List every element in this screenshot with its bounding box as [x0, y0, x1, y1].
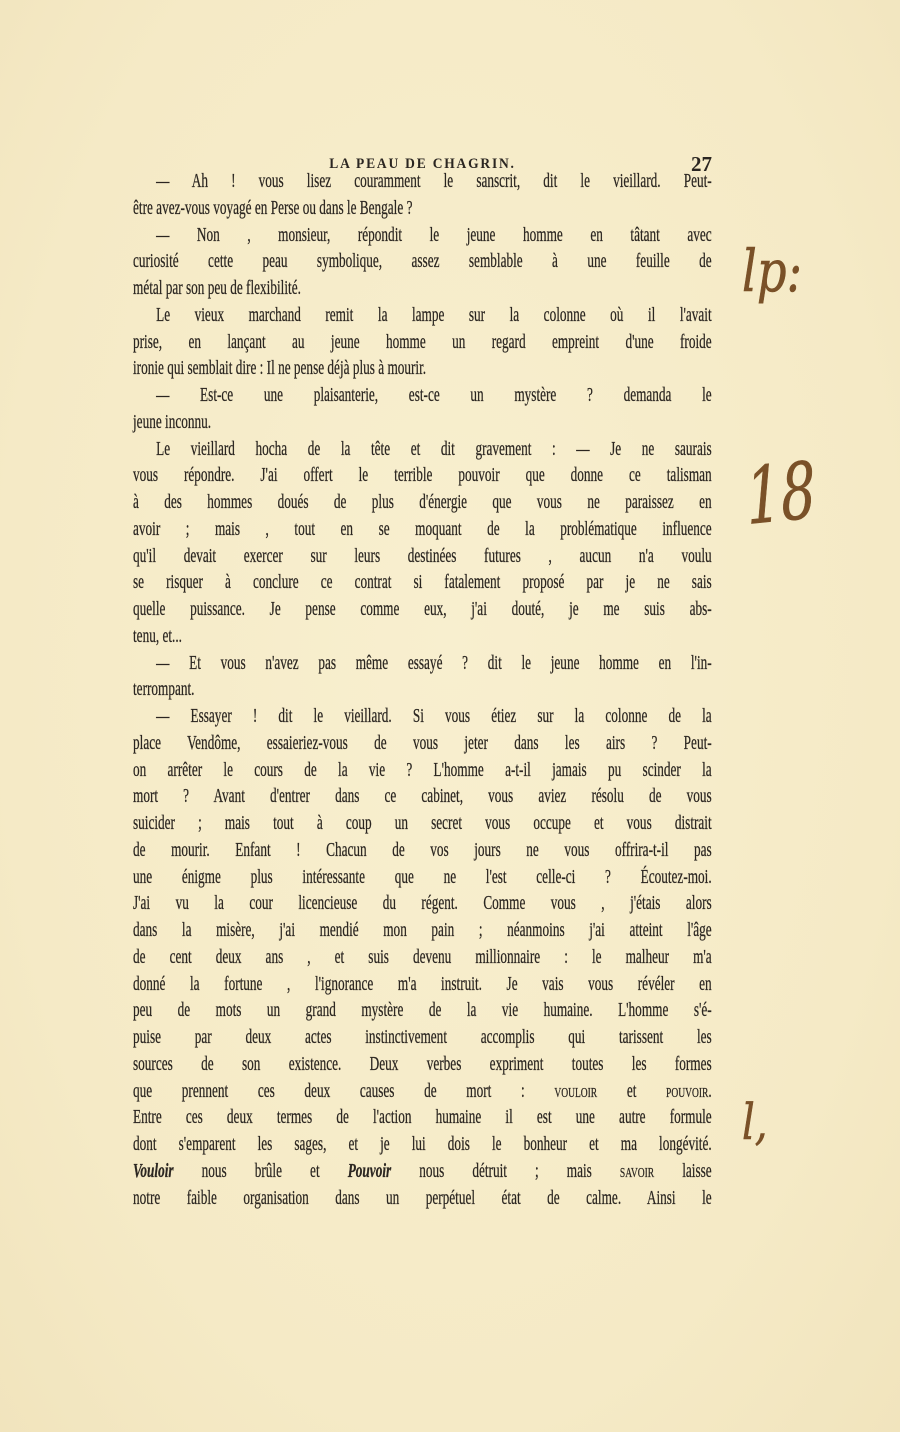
italic-text: Pouvoir: [347, 1160, 392, 1182]
text-segment: laisse: [654, 1160, 712, 1182]
text-line: tenu, et...: [133, 625, 182, 647]
text-line: se risquer à conclure ce contrat si fatalement proposé par je ne sais: [133, 572, 712, 594]
text-line: mort ? Avant d'entrer dans ce cabinet, vous aviez résolu de vous: [133, 786, 712, 808]
small-caps-text: pouvoir: [666, 1080, 709, 1102]
text-line: prise, en lançant au jeune homme un regard empreint d'une froide: [133, 331, 712, 353]
text-line: être avez-vous voyagé en Perse ou dans le Bengale ?: [133, 197, 413, 219]
text-line: peu de mots un grand mystère de la vie humaine. L'homme s'é-: [133, 1000, 712, 1022]
text-line: dans la misère, j'ai mendié mon pain ; néanmoins j'ai atteint l'âge: [133, 920, 712, 941]
text-line: jeune inconnu.: [133, 411, 212, 433]
paragraph: [133, 303, 712, 383]
paragraph: [133, 651, 712, 705]
text-line: on arrêter le cours de la vie ? L'homme a-t-il jamais pu scinder la: [133, 759, 712, 781]
text-line: avoir ; mais , tout en se moquant de la problématique influence: [133, 518, 712, 540]
text-line: métal par son peu de flexibilité.: [133, 278, 301, 299]
text-line: Entre ces deux termes de l'action humaine il est une autre formule: [133, 1107, 712, 1129]
text-line: — Non , monsieur, répondit le jeune homme en tâtant avec: [156, 224, 712, 246]
text-line: dont s'emparent les sages, et je lui dois le bonheur et ma longévité.: [133, 1134, 712, 1155]
text-line: Le vieux marchand remit la lampe sur la colonne où il l'avait: [156, 304, 712, 326]
paragraph: [133, 383, 712, 437]
text-line: quelle puissance. Je pense comme eux, j'ai douté, je me suis abs-: [133, 599, 712, 620]
text-line: — Est-ce une plaisanterie, est-ce un mystère ? demanda le: [156, 385, 712, 406]
annotation-18: 18: [744, 446, 818, 543]
paragraph: [133, 223, 712, 303]
body-text: [133, 169, 712, 1212]
text-line: curiosité cette peau symbolique, assez semblable à une feuille de: [133, 251, 712, 273]
text-line: qu'il devait exercer sur leurs destinées futures , aucun n'a voulu: [133, 545, 712, 567]
text-line: donné la fortune , l'ignorance m'a instruit. Je vais vous révéler en: [133, 973, 712, 995]
small-caps-text: savoir: [619, 1160, 655, 1182]
text-segment: .: [708, 1080, 712, 1102]
paragraph: [133, 169, 712, 223]
text-line: place Vendôme, essaieriez-vous de vous jeter dans les airs ? Peut-: [133, 732, 712, 754]
paragraph: [133, 704, 712, 1212]
text-line: [133, 1159, 712, 1186]
page-number: 27: [691, 152, 712, 176]
text-line: terrompant.: [133, 679, 195, 701]
text-line: notre faible organisation dans un perpétuel état de calme. Ainsi le: [133, 1187, 712, 1209]
text-segment: nous détruit ; mais: [391, 1160, 620, 1182]
text-line: ironie qui semblait dire : Il ne pense déjà plus à mourir.: [133, 358, 427, 380]
text-line: suicider ; mais tout à coup un secret vous occupe et vous distrait: [133, 813, 712, 834]
text-line: de cent deux ans , et suis devenu millionnaire : le malheur m'a: [133, 946, 712, 968]
paragraph: [133, 437, 712, 651]
small-caps-text: vouloir: [554, 1080, 598, 1102]
annotation-l: l,: [742, 1093, 768, 1151]
text-line: sources de son existence. Deux verbes expriment toutes les formes: [133, 1053, 712, 1075]
italic-text: Vouloir: [133, 1160, 174, 1182]
text-line: J'ai vu la cour licencieuse du régent. Comme vous , j'étais alors: [133, 893, 712, 915]
text-line: à des hommes doués de plus d'énergie que vous ne paraissez en: [133, 492, 712, 513]
text-line: une énigme plus intéressante que ne l'est celle-ci ? Écoutez-moi.: [133, 866, 712, 888]
text-segment: nous brûle et: [173, 1160, 348, 1182]
text-line: [133, 1079, 712, 1106]
text-line: — Essayer ! dit le vieillard. Si vous étiez sur la colonne de la: [156, 706, 712, 727]
annotation-lp: lp:: [742, 237, 803, 305]
text-line: — Ah ! vous lisez couramment le sanscrit, dit le vieillard. Peut-: [156, 171, 712, 192]
text-line: vous répondre. J'ai offert le terrible pouvoir que donne ce talisman: [133, 465, 712, 487]
text-line: — Et vous n'avez pas même essayé ? dit le jeune homme en l'in-: [156, 652, 712, 674]
text-line: de mourir. Enfant ! Chacun de vos jours ne vous offrira-t-il pas: [133, 839, 712, 861]
text-line: puise par deux actes instinctivement accomplis qui tarissent les: [133, 1027, 712, 1048]
running-title: LA PEAU DE CHAGRIN.: [329, 156, 516, 172]
text-line: Le vieillard hocha de la tête et dit gravement : — Je ne saurais: [156, 438, 712, 460]
text-segment: et: [597, 1080, 667, 1102]
text-segment: que prennent ces deux causes de mort :: [133, 1080, 555, 1102]
